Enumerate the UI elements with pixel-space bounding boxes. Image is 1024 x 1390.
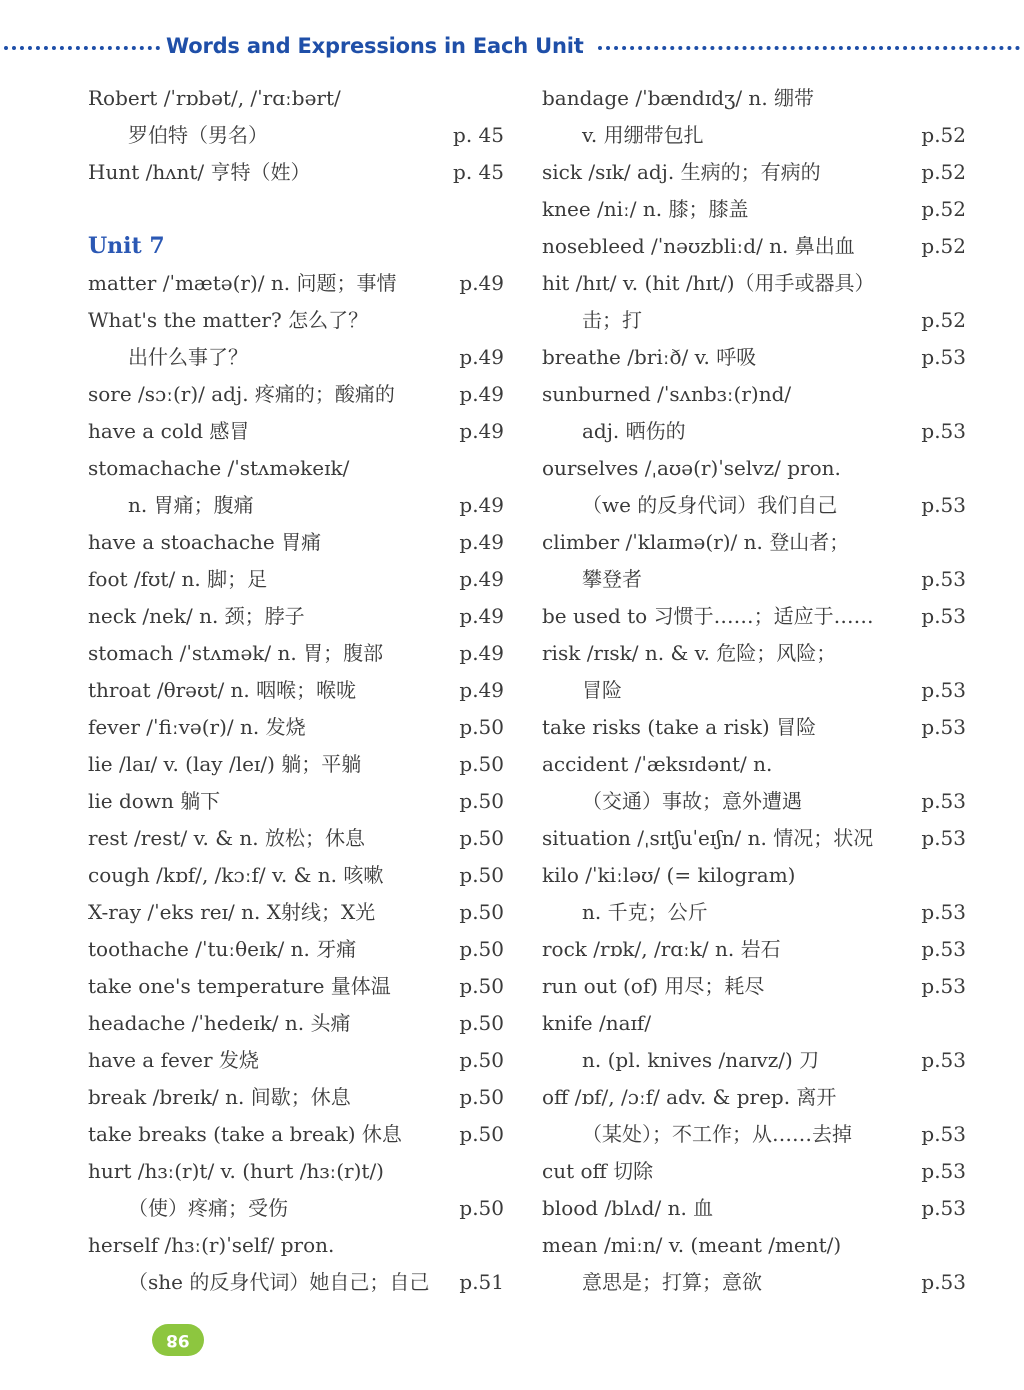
vocabulary-continuation <box>542 561 972 598</box>
page-reference: p. 45 <box>453 123 504 147</box>
entry-text: lie /laɪ/ v. (lay /leɪ/) 躺；平躺 <box>88 752 362 776</box>
entry-text: （某处）；不工作；从……去掉 <box>582 1122 852 1146</box>
entry-text: cut off 切除 <box>542 1159 654 1183</box>
entry-text: toothache /ˈtuːθeɪk/ n. 牙痛 <box>88 937 357 961</box>
vocabulary-entry <box>88 1153 508 1190</box>
vocabulary-entry <box>542 191 972 228</box>
vocabulary-entry <box>542 1190 972 1227</box>
page-reference: p.50 <box>459 752 504 776</box>
vocabulary-continuation <box>542 1264 972 1301</box>
vocabulary-entry <box>542 857 972 894</box>
vocabulary-continuation <box>542 487 972 524</box>
entry-text: kilo /ˈkiːləʊ/ (= kilogram) <box>542 863 796 887</box>
page-reference: p.49 <box>459 641 504 665</box>
vocabulary-entry <box>542 820 972 857</box>
vocabulary-continuation <box>88 1264 508 1301</box>
page-reference: p.50 <box>459 715 504 739</box>
page-reference: p.53 <box>921 826 966 850</box>
vocabulary-entry <box>88 931 508 968</box>
entry-text: 击；打 <box>582 308 642 332</box>
entry-text: 攀登者 <box>582 567 642 591</box>
unit-title: Unit 7 <box>88 233 165 259</box>
entry-text: have a cold 感冒 <box>88 419 250 443</box>
page-reference: p.53 <box>921 937 966 961</box>
vocabulary-entry <box>542 1079 972 1116</box>
vocabulary-continuation <box>88 487 508 524</box>
page-reference: p.50 <box>459 937 504 961</box>
entry-text: （使）疼痛；受伤 <box>128 1196 288 1220</box>
page-reference: p.53 <box>921 715 966 739</box>
entry-text: be used to 习惯于……；适应于…… <box>542 604 874 628</box>
entry-text: adj. 晒伤的 <box>582 419 686 443</box>
page-reference: p.50 <box>459 1122 504 1146</box>
entry-text: 罗伯特（男名） <box>128 123 268 147</box>
vocabulary-entry <box>542 524 972 561</box>
left-vocabulary-column <box>88 80 508 1301</box>
entry-text: fever /ˈfiːvə(r)/ n. 发烧 <box>88 715 306 739</box>
entry-text: nosebleed /ˈnəʊzbliːd/ n. 鼻出血 <box>542 234 855 258</box>
entry-text: breathe /briːð/ v. 呼吸 <box>542 345 757 369</box>
page-reference: p.53 <box>921 419 966 443</box>
entry-text: situation /ˌsɪtʃuˈeɪʃn/ n. 情况；状况 <box>542 826 874 850</box>
page-reference: p.52 <box>921 197 966 221</box>
vocabulary-entry <box>88 783 508 820</box>
vocabulary-continuation <box>542 413 972 450</box>
entry-text: knee /niː/ n. 膝；膝盖 <box>542 197 749 221</box>
page-reference: p.50 <box>459 789 504 813</box>
vocabulary-entry <box>88 80 508 117</box>
entry-text: n. (pl. knives /naɪvz/) 刀 <box>582 1048 820 1072</box>
vocabulary-entry <box>88 746 508 783</box>
entry-text: have a stoachache 胃痛 <box>88 530 322 554</box>
vocabulary-entry <box>88 598 508 635</box>
page-reference: p.52 <box>921 234 966 258</box>
entry-text: neck /nek/ n. 颈；脖子 <box>88 604 305 628</box>
entry-text: v. 用绷带包扎 <box>582 123 704 147</box>
entry-text: lie down 躺下 <box>88 789 221 813</box>
entry-text: foot /fʊt/ n. 脚；足 <box>88 567 268 591</box>
vocabulary-entry <box>542 228 972 265</box>
vocabulary-continuation <box>542 302 972 339</box>
vocabulary-continuation <box>542 117 972 154</box>
entry-text: stomach /ˈstʌmək/ n. 胃；腹部 <box>88 641 384 665</box>
entry-text: blood /blʌd/ n. 血 <box>542 1196 714 1220</box>
page-reference: p.53 <box>921 1159 966 1183</box>
entry-text: break /breɪk/ n. 间歇；休息 <box>88 1085 351 1109</box>
entry-text: take one's temperature 量体温 <box>88 974 391 998</box>
page-reference: p.49 <box>459 345 504 369</box>
entry-text: sunburned /ˈsʌnbɜː(r)nd/ <box>542 382 792 406</box>
vocabulary-entry <box>542 1227 972 1264</box>
vocabulary-entry <box>88 413 508 450</box>
entry-text: cough /kɒf/, /kɔːf/ v. & n. 咳嗽 <box>88 863 384 887</box>
vocabulary-entry <box>542 635 972 672</box>
page-reference: p.49 <box>459 271 504 295</box>
vocabulary-entry <box>88 450 508 487</box>
vocabulary-entry <box>88 709 508 746</box>
page-number-badge <box>152 1324 204 1356</box>
vocabulary-entry <box>88 561 508 598</box>
page-reference: p.52 <box>921 308 966 332</box>
vocabulary-entry <box>542 339 972 376</box>
page-reference: p.53 <box>921 567 966 591</box>
entry-text: off /ɒf/, /ɔːf/ adv. & prep. 离开 <box>542 1085 837 1109</box>
vocabulary-continuation <box>542 672 972 709</box>
entry-text: sore /sɔː(r)/ adj. 疼痛的；酸痛的 <box>88 382 395 406</box>
entry-text: headache /ˈhedeɪk/ n. 头痛 <box>88 1011 351 1035</box>
vocabulary-entry <box>88 302 508 339</box>
vocabulary-entry <box>88 1079 508 1116</box>
page-reference: p.53 <box>921 678 966 702</box>
vocabulary-entry <box>542 1153 972 1190</box>
entry-text: rest /rest/ v. & n. 放松；休息 <box>88 826 365 850</box>
page-reference: p.49 <box>459 678 504 702</box>
page-reference: p.49 <box>459 493 504 517</box>
unit-heading <box>88 228 508 265</box>
page-reference: p.52 <box>921 123 966 147</box>
vocabulary-entry <box>88 376 508 413</box>
entry-text: n. 千克；公斤 <box>582 900 708 924</box>
vocabulary-entry <box>88 857 508 894</box>
page-reference: p.53 <box>921 1048 966 1072</box>
page-reference: p.49 <box>459 419 504 443</box>
vocabulary-entry <box>542 80 972 117</box>
entry-text: throat /θrəʊt/ n. 咽喉；喉咙 <box>88 678 357 702</box>
entry-text: take breaks (take a break) 休息 <box>88 1122 402 1146</box>
vocabulary-continuation <box>542 1042 972 1079</box>
page-reference: p.50 <box>459 900 504 924</box>
entry-text: 冒险 <box>582 678 622 702</box>
vocabulary-entry <box>542 265 972 302</box>
vocabulary-continuation <box>542 783 972 820</box>
page-reference: p.53 <box>921 493 966 517</box>
entry-text: n. 胃痛；腹痛 <box>128 493 254 517</box>
page-reference: p.52 <box>921 160 966 184</box>
entry-text: rock /rɒk/, /rɑːk/ n. 岩石 <box>542 937 781 961</box>
vocabulary-entry <box>542 931 972 968</box>
header-title: Words and Expressions in Each Unit <box>166 34 584 58</box>
entry-text: matter /ˈmætə(r)/ n. 问题；事情 <box>88 271 397 295</box>
page-number: 98 <box>166 1330 190 1350</box>
entry-text: knife /naɪf/ <box>542 1011 652 1035</box>
page-reference: p.50 <box>459 826 504 850</box>
vocabulary-entry <box>88 524 508 561</box>
entry-text: climber /ˈklaɪmə(r)/ n. 登山者； <box>542 530 850 554</box>
entry-text: ourselves /ˌaʊə(r)ˈselvz/ pron. <box>542 456 841 480</box>
entry-text: X-ray /ˈeks reɪ/ n. X射线；X光 <box>88 900 376 924</box>
vocabulary-entry <box>88 154 508 191</box>
vocabulary-entry <box>88 265 508 302</box>
vocabulary-entry <box>542 154 972 191</box>
entry-text: （we 的反身代词）我们自己 <box>582 493 838 517</box>
page-reference: p.49 <box>459 567 504 591</box>
entry-text: （交通）事故；意外遭遇 <box>582 789 802 813</box>
entry-text: Robert /ˈrɒbət/, /ˈrɑːbərt/ <box>88 86 341 110</box>
entry-text: （she 的反身代词）她自己；自己 <box>128 1270 430 1294</box>
vocabulary-entry <box>88 1227 508 1264</box>
page-reference: p.51 <box>459 1270 504 1294</box>
entry-text: hurt /hɜː(r)t/ v. (hurt /hɜː(r)t/) <box>88 1159 384 1183</box>
entry-text: herself /hɜː(r)ˈself/ pron. <box>88 1233 335 1257</box>
page-reference: p.53 <box>921 900 966 924</box>
entry-text: mean /miːn/ v. (meant /ment/) <box>542 1233 842 1257</box>
vocabulary-entry <box>542 746 972 783</box>
page-reference: p.53 <box>921 1270 966 1294</box>
right-vocabulary-column <box>542 80 972 1301</box>
page-reference: p. 45 <box>453 160 504 184</box>
blank-line <box>88 191 508 228</box>
entry-text: stomachache /ˈstʌməkeɪk/ <box>88 456 350 480</box>
page-reference: p.50 <box>459 974 504 998</box>
page-reference: p.53 <box>921 1196 966 1220</box>
vocabulary-continuation <box>88 1190 508 1227</box>
entry-text: 出什么事了？ <box>128 345 248 369</box>
vocabulary-entry <box>542 709 972 746</box>
page-reference: p.50 <box>459 1011 504 1035</box>
entry-text: Hunt /hʌnt/ 亨特（姓） <box>88 160 311 184</box>
entry-text: run out (of) 用尽；耗尽 <box>542 974 765 998</box>
vocabulary-entry <box>88 1042 508 1079</box>
entry-text: 意思是；打算；意欲 <box>582 1270 762 1294</box>
page-reference: p.53 <box>921 1122 966 1146</box>
entry-text: hit /hɪt/ v. (hit /hɪt/)（用手或器具） <box>542 271 875 295</box>
vocabulary-entry <box>88 1005 508 1042</box>
page-reference: p.50 <box>459 1085 504 1109</box>
page-reference: p.50 <box>459 863 504 887</box>
vocabulary-entry <box>88 894 508 931</box>
header-dots-right <box>598 46 1020 50</box>
vocabulary-entry <box>88 1116 508 1153</box>
page-reference: p.53 <box>921 789 966 813</box>
page-reference: p.49 <box>459 604 504 628</box>
header-dots-left <box>4 46 160 50</box>
vocabulary-continuation <box>542 894 972 931</box>
vocabulary-continuation <box>542 1116 972 1153</box>
vocabulary-entry <box>542 968 972 1005</box>
vocabulary-continuation <box>88 117 508 154</box>
entry-text: accident /ˈæksɪdənt/ n. <box>542 752 773 776</box>
page-reference: p.53 <box>921 345 966 369</box>
entry-text: bandage /ˈbændɪdʒ/ n. 绷带 <box>542 86 815 110</box>
entry-text: have a fever 发烧 <box>88 1048 259 1072</box>
entry-text: take risks (take a risk) 冒险 <box>542 715 817 739</box>
vocabulary-entry <box>88 635 508 672</box>
page-reference: p.53 <box>921 974 966 998</box>
vocabulary-entry <box>88 968 508 1005</box>
vocabulary-entry <box>542 376 972 413</box>
page-reference: p.53 <box>921 604 966 628</box>
entry-text: sick /sɪk/ adj. 生病的；有病的 <box>542 160 821 184</box>
entry-text: risk /rɪsk/ n. & v. 危险；风险； <box>542 641 837 665</box>
entry-text: What's the matter? 怎么了？ <box>88 308 369 332</box>
vocabulary-entry <box>542 1005 972 1042</box>
vocabulary-continuation <box>88 339 508 376</box>
vocabulary-entry <box>88 820 508 857</box>
page-reference: p.49 <box>459 530 504 554</box>
section-header <box>0 28 1024 68</box>
vocabulary-entry <box>542 450 972 487</box>
page-reference: p.50 <box>459 1048 504 1072</box>
page-reference: p.49 <box>459 382 504 406</box>
page-reference: p.50 <box>459 1196 504 1220</box>
vocabulary-entry <box>542 598 972 635</box>
vocabulary-entry <box>88 672 508 709</box>
